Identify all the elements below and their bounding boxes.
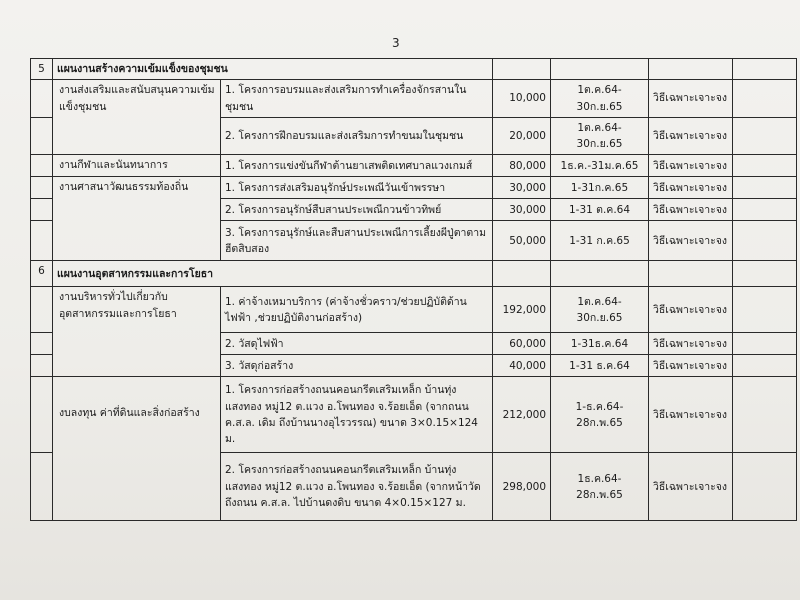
method-cell: วิธีเฉพาะเจาะจง — [649, 80, 733, 118]
period-cell: 1-31 ก.ค.65 — [551, 221, 649, 261]
method-cell: วิธีเฉพาะเจาะจง — [649, 155, 733, 177]
amount-cell: 298,000 — [493, 453, 551, 521]
procurement-plan-table — [30, 58, 797, 521]
method-cell: วิธีเฉพาะเจาะจง — [649, 355, 733, 377]
project-cell: 2. วัสดุไฟฟ้า — [221, 333, 493, 355]
amount-cell: 30,000 — [493, 199, 551, 221]
period-cell: 1ธ.ค.64-28ก.พ.65 — [551, 453, 649, 521]
project-cell: 2. โครงการอนุรักษ์สืบสานประเพณีกวนข้าวทิพย์ — [221, 199, 493, 221]
project-cell: 3. วัสดุก่อสร้าง — [221, 355, 493, 377]
group-name: งานบริหารทั่วไปเกี่ยวกับอุตสาหกรรมและการโยธา — [53, 287, 221, 377]
table-row — [31, 177, 797, 199]
amount-cell: 40,000 — [493, 355, 551, 377]
section-number: 5 — [31, 59, 53, 80]
project-cell: 2. โครงการก่อสร้างถนนคอนกรีตเสริมเหล็ก บ้านทุ่งแสงทอง หมู่12 ต.แวง อ.โพนทอง จ.ร้อยเอ็ด (จากหน้าวัดถึงถนน ค.ส.ล. ไปบ้านดงดิบ ขนาด 4×0.15×127 ม. — [221, 453, 493, 521]
period-cell: 1-ธ.ค.64-28ก.พ.65 — [551, 377, 649, 453]
amount-cell: 60,000 — [493, 333, 551, 355]
period-cell: 1ต.ค.64-30ก.ย.65 — [551, 117, 649, 155]
group-name: งานศาสนาวัฒนธรรมท้องถิ่น — [53, 177, 221, 261]
method-cell: วิธีเฉพาะเจาะจง — [649, 199, 733, 221]
section-title: แผนงานอุตสาหกรรมและการโยธา — [53, 261, 493, 287]
method-cell: วิธีเฉพาะเจาะจง — [649, 117, 733, 155]
project-cell: 1. โครงการแข่งขันกีฬาต้านยาเสพติดเทศบาลแวงเกมส์ — [221, 155, 493, 177]
section-title: แผนงานสร้างความเข้มแข็งของชุมชน — [53, 59, 493, 80]
amount-cell: 192,000 — [493, 287, 551, 333]
page-number: 3 — [392, 36, 400, 50]
method-cell: วิธีเฉพาะเจาะจง — [649, 177, 733, 199]
amount-cell: 10,000 — [493, 80, 551, 118]
method-cell: วิธีเฉพาะเจาะจง — [649, 333, 733, 355]
period-cell: 1-31ก.ค.65 — [551, 177, 649, 199]
section-row-6 — [31, 261, 797, 287]
method-cell: วิธีเฉพาะเจาะจง — [649, 453, 733, 521]
method-cell: วิธีเฉพาะเจาะจง — [649, 287, 733, 333]
table-row — [31, 287, 797, 333]
method-cell: วิธีเฉพาะเจาะจง — [649, 377, 733, 453]
amount-cell: 20,000 — [493, 117, 551, 155]
period-cell: 1-31ธ.ค.64 — [551, 333, 649, 355]
project-cell: 1. โครงการก่อสร้างถนนคอนกรีตเสริมเหล็ก บ้านทุ่งแสงทอง หมู่12 ต.แวง อ.โพนทอง จ.ร้อยเอ็ด (จากถนน ค.ส.ล. เดิม ถึงบ้านนางอุไรวรรณ) ขนาด 3×0.15×124 ม. — [221, 377, 493, 453]
group-name: งานส่งเสริมและสนับสนุนความเข้มแข็งชุมชน — [53, 80, 221, 155]
period-cell: 1ธ.ค.-31ม.ค.65 — [551, 155, 649, 177]
table-row — [31, 155, 797, 177]
project-cell: 1. โครงการอบรมและส่งเสริมการทำเครื่องจักรสานในชุมชน — [221, 80, 493, 118]
table-row — [31, 80, 797, 118]
method-cell: วิธีเฉพาะเจาะจง — [649, 221, 733, 261]
amount-cell: 30,000 — [493, 177, 551, 199]
section-number: 6 — [31, 261, 53, 287]
period-cell: 1ต.ค.64-30ก.ย.65 — [551, 80, 649, 118]
group-name: งบลงทุน ค่าที่ดินและสิ่งก่อสร้าง — [53, 377, 221, 521]
period-cell: 1ต.ค.64-30ก.ย.65 — [551, 287, 649, 333]
section-row-5 — [31, 59, 797, 80]
amount-cell: 80,000 — [493, 155, 551, 177]
project-cell: 3. โครงการอนุรักษ์และสืบสานประเพณีการเลี้ยงผีปู่ตาตามฮีตสิบสอง — [221, 221, 493, 261]
table-row — [31, 377, 797, 453]
period-cell: 1-31 ธ.ค.64 — [551, 355, 649, 377]
amount-cell: 50,000 — [493, 221, 551, 261]
project-cell: 1. ค่าจ้างเหมาบริการ (ค่าจ้างชั่วคราว/ช่วยปฏิบัติด้านไฟฟ้า ,ช่วยปฏิบัติงานก่อสร้าง) — [221, 287, 493, 333]
project-cell: 2. โครงการฝึกอบรมและส่งเสริมการทำขนมในชุมชน — [221, 117, 493, 155]
project-cell: 1. โครงการส่งเสริมอนุรักษ์ประเพณีวันเข้าพรรษา — [221, 177, 493, 199]
period-cell: 1-31 ต.ค.64 — [551, 199, 649, 221]
amount-cell: 212,000 — [493, 377, 551, 453]
group-name: งานกีฬาและนันทนาการ — [53, 155, 221, 177]
